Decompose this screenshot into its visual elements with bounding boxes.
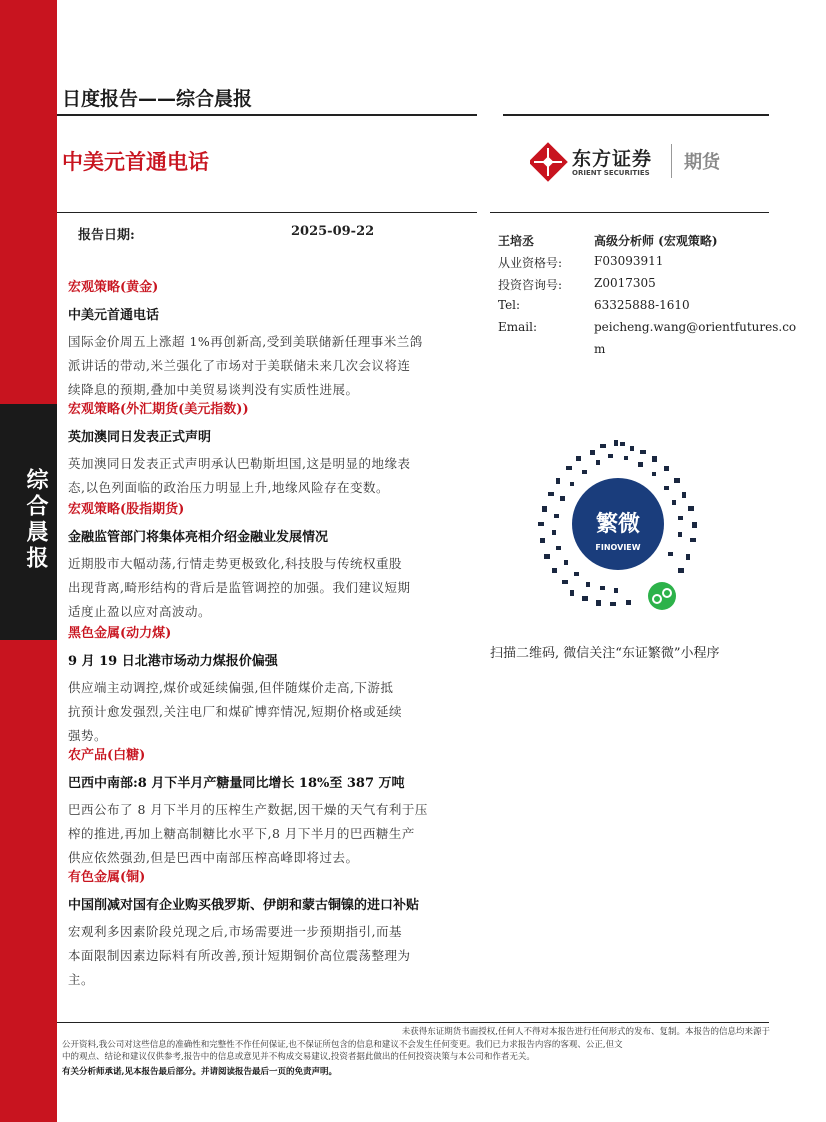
body-line: 抗预计愈发强烈,关注电厂和煤矿博弈情况,短期价格或延续 [68, 704, 402, 719]
disclaimer-line: 公开资料,我公司对这些信息的准确性和完整性不作任何保证,也不保证所包含的信息和建议不会发生任何变更。我们已力求报告内容的客观、公正,但文 [62, 1039, 623, 1050]
analyst-field-value: 63325888-1610 [594, 298, 690, 312]
body-line: 供应依然强劲,但是巴西中南部压榨高峰即将过去。 [68, 850, 359, 865]
analyst-field-label: 投资咨询号: [498, 278, 563, 292]
analyst-email-link-cont[interactable]: m [594, 342, 606, 356]
analyst-field-label: Tel: [498, 298, 521, 312]
analyst-field-value: Z0017305 [594, 276, 656, 290]
doc-type-title: 日度报告——综合晨报 [62, 88, 253, 110]
section-subheading: 金融监管部门将集体亮相介绍金融业发展情况 [68, 530, 329, 545]
body-line: 态,以色列面临的政治压力明显上升,地缘风险存在变数。 [68, 480, 389, 495]
section-body [68, 798, 473, 870]
logo-cn-text: 东方证券 [572, 148, 653, 170]
section-subheading: 英加澳同日发表正式声明 [68, 430, 212, 445]
qr-center-label: 繁微 [595, 512, 641, 537]
body-line: 适度止盈以应对高波动。 [68, 604, 212, 619]
body-line: 宏观利多因素阶段兑现之后,市场需要进一步预期指引,而基 [68, 924, 402, 939]
body-line: 续降息的预期,叠加中美贸易谈判没有实质性进展。 [68, 382, 359, 397]
section-body [68, 676, 473, 748]
section-body [68, 920, 473, 992]
body-line: 出现背离,畸形结构的背后是监管调控的加强。我们建议短期 [68, 580, 411, 595]
analyst-name: 王培丞 [498, 234, 535, 248]
sidebar-category-label: 综合晨报 [23, 468, 48, 572]
body-line: 巴西公布了 8 月下半月的压榨生产数据,因干燥的天气有利于压 [68, 802, 428, 817]
analyst-field-label: 从业资格号: [498, 256, 563, 270]
analyst-field-label: Email: [498, 320, 538, 334]
section-heading: 农产品(白糖) [68, 748, 146, 763]
section-subheading: 中国削减对国有企业购买俄罗斯、伊朗和蒙古铜镍的进口补贴 [68, 898, 420, 913]
logo-suffix-text: 期货 [684, 152, 720, 173]
header-rule-right [503, 114, 769, 116]
disclaimer [62, 1026, 770, 1064]
report-date-value: 2025-09-22 [291, 224, 375, 239]
body-line: 派讲话的带动,米兰强化了市场对于美联储未来几次会议将连 [68, 358, 411, 373]
body-line: 主。 [68, 972, 95, 987]
section-body [68, 452, 473, 500]
report-main-title: 中美元首通电话 [62, 150, 209, 174]
section-subheading: 巴西中南部:8 月下半月产糖量同比增长 18%至 387 万吨 [68, 776, 405, 791]
section-heading: 宏观策略(股指期货) [68, 502, 185, 517]
section-body [68, 330, 473, 402]
analyst-commitment-note: 有关分析师承诺,见本报告最后部分。并请阅读报告最后一页的免责声明。 [62, 1067, 337, 1077]
section-subheading: 中美元首通电话 [68, 308, 160, 323]
disclaimer-line: 未获得东证期货书面授权,任何人不得对本报告进行任何形式的发布、复制。本报告的信息均来源于 [401, 1027, 770, 1037]
body-line: 榨的推进,再加上糖高制糖比水平下,8 月下半月的巴西糖生产 [68, 826, 415, 841]
section-body [68, 552, 473, 624]
body-line: 本面限制因素边际料有所改善,预计短期铜价高位震荡整理为 [68, 948, 411, 963]
body-line: 强势。 [68, 728, 108, 743]
body-line: 近期股市大幅动荡,行情走势更极致化,科技股与传统权重股 [68, 556, 402, 571]
qr-code[interactable] [530, 436, 706, 612]
section-heading: 黑色金属(动力煤) [68, 626, 172, 641]
section-thermal-coal [68, 622, 473, 748]
section-heading: 有色金属(铜) [68, 870, 146, 885]
analyst-field-value: F03093911 [594, 254, 664, 268]
analyst-title: 高级分析师 (宏观策略) [594, 234, 718, 248]
section-heading: 宏观策略(外汇期货(美元指数)) [68, 402, 249, 417]
section-subheading: 9 月 19 日北港市场动力煤报价偏强 [68, 654, 278, 669]
logo-divider [671, 144, 672, 178]
qr-caption: 扫描二维码, 微信关注“东证繁微”小程序 [490, 646, 720, 661]
body-line: 英加澳同日发表正式声明承认巴勒斯坦国,这是明显的地缘表 [68, 456, 411, 471]
body-line: 国际金价周五上涨超 1%再创新高,受到美联储新任理事米兰鸽 [68, 334, 423, 349]
report-date-label: 报告日期: [78, 228, 135, 243]
body-line: 供应端主动调控,煤价或延续偏强,但伴随煤价走高,下游抵 [68, 680, 394, 695]
section-fx [68, 398, 473, 500]
orient-securities-logo [530, 142, 740, 182]
qr-center-sublabel: FINOVIEW [595, 543, 641, 552]
disclaimer-line: 中的观点、结论和建议仅供参考,报告中的信息或意见并不构成交易建议,投资者据此做出的任何投资决策与本公司和作者无关。 [62, 1052, 535, 1062]
analyst-email-link[interactable]: peicheng.wang@orientfutures.co [594, 320, 797, 334]
section-sugar [68, 744, 473, 870]
section-gold [68, 276, 473, 402]
footer-rule [57, 1022, 769, 1023]
section-index-futures [68, 498, 473, 624]
section-copper [68, 866, 473, 992]
logo-en-text: ORIENT SECURITIES [572, 169, 650, 177]
date-rule-right [490, 212, 769, 213]
date-rule-left [57, 212, 477, 213]
section-heading: 宏观策略(黄金) [68, 280, 159, 295]
header-rule-left [57, 114, 477, 116]
